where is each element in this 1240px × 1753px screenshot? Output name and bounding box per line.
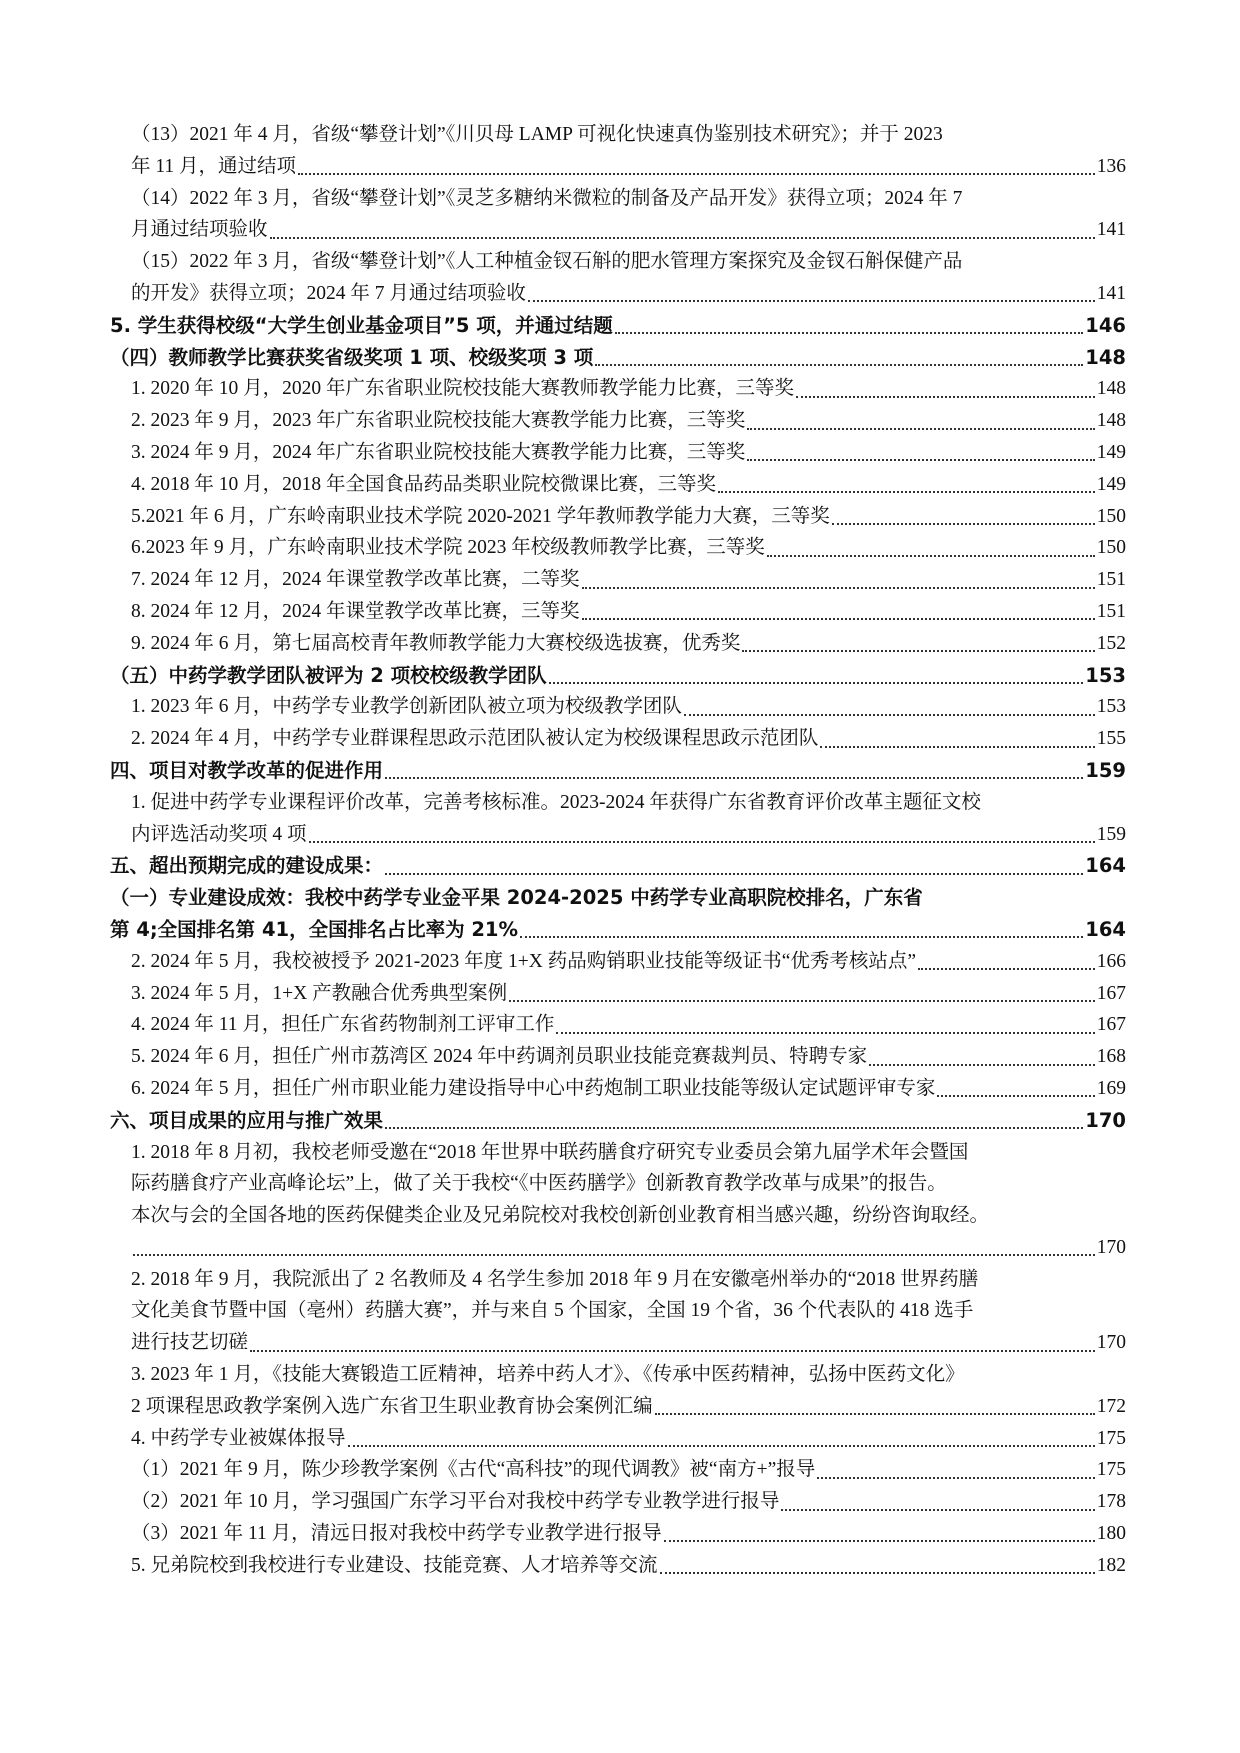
toc-entry-text: 3. 2023 年 1 月，《技能大赛锻造工匠精神，培养中药人才》、《传承中医药精神，弘扬中医药文化》 [131, 1364, 965, 1386]
toc-line [0, 1200, 1126, 1232]
toc-line [0, 691, 1126, 723]
toc-line [0, 596, 1126, 628]
toc-entry-text: 5. 学生获得校级“大学生创业基金项目”5 项，并通过结题 [110, 313, 613, 337]
toc-entry-text: 1. 2018 年 8 月初，我校老师受邀在“2018 年世界中联药膳食疗研究专业委员会第九届学术年会暨国 [131, 1141, 969, 1163]
dot-leader [767, 554, 1095, 557]
toc-line [0, 1486, 1126, 1518]
toc-heading[interactable] [0, 755, 1240, 787]
toc-entry-text: 四、项目对教学改革的促进作用 [110, 758, 384, 782]
toc-entry-text: 5.2021 年 6 月，广东岭南职业技术学院 2020-2021 学年教师教学能力大赛，三等奖 [131, 505, 830, 527]
toc-entry[interactable] [0, 437, 1240, 469]
toc-page-number: 141 [1096, 282, 1126, 304]
toc-line [0, 1232, 1126, 1264]
toc-page-number: 149 [1096, 441, 1126, 463]
dot-leader [270, 236, 1095, 239]
toc-entry-text: 7. 2024 年 12 月，2024 年课堂教学改革比赛，二等奖 [131, 569, 580, 591]
dot-leader [742, 649, 1094, 652]
dot-leader [817, 1476, 1095, 1479]
dot-leader [298, 172, 1095, 175]
toc-entry[interactable] [0, 1137, 1240, 1264]
toc-page-number: 159 [1085, 758, 1126, 782]
toc-heading[interactable] [0, 1105, 1240, 1137]
toc-heading[interactable] [0, 342, 1240, 374]
toc-line [0, 373, 1126, 405]
toc-page-number: 152 [1096, 632, 1126, 654]
toc-entry-text: 月通过结项验收 [131, 219, 268, 241]
toc-entry-text: 3. 2024 年 9 月，2024 年广东省职业院校技能大赛教学能力比赛，三等奖 [131, 441, 746, 463]
toc-line [0, 183, 1126, 215]
toc-line [0, 469, 1126, 501]
dot-leader [509, 999, 1095, 1002]
dot-leader [869, 1063, 1095, 1066]
toc-line [0, 1359, 1126, 1391]
table-of-contents [0, 119, 1240, 1582]
toc-entry-text: 2. 2024 年 5 月，我校被授予 2021-2023 年度 1+X 药品购销职业技能等级证书“优秀考核站点” [131, 950, 917, 972]
toc-page-number: 150 [1096, 505, 1126, 527]
dot-leader [832, 522, 1095, 525]
dot-leader [684, 713, 1095, 716]
toc-entry-text: （15）2022 年 3 月，省级“攀登计划”《人工种植金钗石斛的肥水管理方案探究及金钗石斛保健产品 [131, 251, 963, 273]
toc-entry[interactable] [0, 373, 1240, 405]
dot-leader [250, 1349, 1095, 1352]
toc-page-number: 149 [1096, 473, 1126, 495]
toc-entry[interactable] [0, 723, 1240, 755]
toc-page-number: 175 [1096, 1459, 1126, 1481]
toc-page-number: 170 [1085, 1108, 1126, 1132]
toc-entry-text: （一）专业建设成效：我校中药学专业金平果 2024-2025 中药学专业高职院校排名，广东省 [110, 886, 923, 910]
toc-entry-text: （四）教师教学比赛获奖省级奖项 1 项、校级奖项 3 项 [110, 345, 594, 369]
toc-page-number: 182 [1096, 1554, 1126, 1576]
toc-page-number: 170 [1096, 1236, 1126, 1258]
toc-entry-text: 6.2023 年 9 月，广东岭南职业技术学院 2023 年校级教师教学比赛，三等奖 [131, 537, 765, 559]
toc-entry[interactable] [0, 183, 1240, 247]
toc-entry-text: 4. 2024 年 11 月，担任广东省药物制剂工评审工作 [131, 1014, 555, 1036]
dot-leader [556, 1031, 1094, 1034]
dot-leader [937, 1094, 1094, 1097]
toc-entry[interactable] [0, 1423, 1240, 1455]
dot-leader [655, 1412, 1095, 1415]
toc-entry[interactable] [0, 628, 1240, 660]
dot-leader [309, 840, 1095, 843]
toc-line [0, 978, 1126, 1010]
toc-line [0, 723, 1126, 755]
toc-line [0, 310, 1126, 342]
toc-page-number: 151 [1096, 569, 1126, 591]
toc-entry-text: （2）2021 年 10 月，学习强国广东学习平台对我校中药学专业教学进行报导 [131, 1491, 780, 1513]
toc-line [0, 119, 1126, 151]
toc-entry-text: 本次与会的全国各地的医药保健类企业及兄弟院校对我校创新创业教育相当感兴趣，纷纷咨询取经。 [131, 1205, 990, 1227]
toc-entry-text: 的开发》获得立项；2024 年 7 月通过结项验收 [131, 282, 526, 304]
toc-entry-text: 五、超出预期完成的建设成果： [110, 854, 384, 878]
toc-entry-text: 际药膳食疗产业高峰论坛”上，做了关于我校“《中医药膳学》创新教育教学改革与成果”的报告。 [131, 1173, 947, 1195]
dot-leader [385, 872, 1083, 875]
dot-leader [747, 458, 1094, 461]
toc-line [0, 882, 1126, 914]
toc-line [0, 246, 1126, 278]
toc-entry[interactable] [0, 787, 1240, 851]
toc-page-number: 175 [1096, 1427, 1126, 1449]
toc-entry[interactable] [0, 405, 1240, 437]
toc-line [0, 1168, 1126, 1200]
toc-entry[interactable] [0, 1486, 1240, 1518]
toc-line [0, 151, 1126, 183]
dot-leader [615, 331, 1084, 334]
toc-page-number: 172 [1096, 1395, 1126, 1417]
toc-entry[interactable] [0, 469, 1240, 501]
toc-entry-text: 年 11 月，通过结项 [131, 155, 297, 177]
toc-line [0, 1391, 1126, 1423]
toc-entry-text: （1）2021 年 9 月，陈少珍教学案例《古代“高科技”的现代调教》被“南方+”报导 [131, 1459, 816, 1481]
toc-line [0, 1518, 1126, 1550]
toc-page-number: 178 [1096, 1491, 1126, 1513]
dot-leader [660, 1571, 1095, 1574]
toc-entry-text: 2. 2024 年 4 月，中药学专业群课程思政示范团队被认定为校级课程思政示范团队 [131, 728, 819, 750]
toc-entry-text: （五）中药学教学团队被评为 2 项校校级教学团队 [110, 663, 547, 687]
toc-entry[interactable] [0, 596, 1240, 628]
dot-leader [781, 1508, 1094, 1511]
toc-page-number: 155 [1096, 728, 1126, 750]
toc-line [0, 437, 1126, 469]
toc-entry-text: 9. 2024 年 6 月，第七届高校青年教师教学能力大赛校级选拔赛，优秀奖 [131, 632, 741, 654]
toc-entry-text: 内评选活动奖项 4 项 [131, 823, 307, 845]
toc-line [0, 1454, 1126, 1486]
toc-page-number: 166 [1096, 950, 1126, 972]
toc-entry-text: 4. 2018 年 10 月，2018 年全国食品药品类职业院校微课比赛，三等奖 [131, 473, 717, 495]
toc-entry-text: 5. 2024 年 6 月，担任广州市荔湾区 2024 年中药调剂员职业技能竞赛裁判员、特聘专家 [131, 1046, 868, 1068]
toc-entry[interactable] [0, 1550, 1240, 1582]
dot-leader [820, 745, 1094, 748]
dot-leader [796, 395, 1095, 398]
toc-page-number: 164 [1085, 854, 1126, 878]
toc-entry[interactable] [0, 1359, 1240, 1423]
toc-page-number: 170 [1096, 1332, 1126, 1354]
toc-entry[interactable] [0, 1009, 1240, 1041]
toc-line [0, 532, 1126, 564]
toc-page-number: 153 [1085, 663, 1126, 687]
toc-line [0, 628, 1126, 660]
toc-line [0, 1105, 1126, 1137]
dot-leader [385, 776, 1083, 779]
dot-leader [918, 967, 1095, 970]
toc-line [0, 946, 1126, 978]
toc-line [0, 501, 1126, 533]
toc-entry-text: 8. 2024 年 12 月，2024 年课堂教学改革比赛，三等奖 [131, 600, 580, 622]
toc-line [0, 1550, 1126, 1582]
toc-line [0, 564, 1126, 596]
toc-entry-text: 6. 2024 年 5 月，担任广州市职业能力建设指导中心中药炮制工职业技能等级认定试题评审专家 [131, 1077, 936, 1099]
dot-leader [664, 1539, 1095, 1542]
toc-line [0, 214, 1126, 246]
toc-entry-text: 2. 2023 年 9 月，2023 年广东省职业院校技能大赛教学能力比赛，三等奖 [131, 410, 746, 432]
toc-entry-text: 5. 兄弟院校到我校进行专业建设、技能竞赛、人才培养等交流 [131, 1554, 658, 1576]
toc-line [0, 1041, 1126, 1073]
toc-page-number: 146 [1085, 313, 1126, 337]
dot-leader [348, 1444, 1095, 1447]
toc-heading[interactable] [0, 660, 1240, 692]
toc-entry-text: 1. 2020 年 10 月，2020 年广东省职业院校技能大赛教师教学能力比赛，三等奖 [131, 378, 795, 400]
dot-leader [133, 1253, 1095, 1256]
toc-page-number: 180 [1096, 1523, 1126, 1545]
toc-entry-text: 进行技艺切磋 [131, 1332, 249, 1354]
toc-entry[interactable] [0, 1264, 1240, 1359]
toc-page-number: 148 [1085, 345, 1126, 369]
toc-entry[interactable] [0, 501, 1240, 533]
toc-line [0, 342, 1126, 374]
toc-page-number: 164 [1085, 917, 1126, 941]
toc-entry[interactable] [0, 691, 1240, 723]
toc-line [0, 787, 1126, 819]
toc-entry-text: 第 4;全国排名第 41，全国排名占比率为 21% [110, 917, 519, 941]
toc-entry[interactable] [0, 532, 1240, 564]
toc-page-number: 169 [1096, 1077, 1126, 1099]
dot-leader [582, 586, 1095, 589]
dot-leader [595, 363, 1083, 366]
toc-entry[interactable] [0, 978, 1240, 1010]
toc-line [0, 1264, 1126, 1296]
toc-line [0, 914, 1126, 946]
toc-line [0, 755, 1126, 787]
toc-entry-text: （14）2022 年 3 月，省级“攀登计划”《灵芝多糖纳米微粒的制备及产品开发》获得立项；2024 年 7 [131, 187, 963, 209]
toc-line [0, 819, 1126, 851]
toc-line [0, 405, 1126, 437]
toc-page-number: 148 [1096, 410, 1126, 432]
toc-page-number: 151 [1096, 600, 1126, 622]
toc-page-number: 159 [1096, 823, 1126, 845]
toc-entry[interactable] [0, 564, 1240, 596]
toc-entry-text: 3. 2024 年 5 月，1+X 产教融合优秀典型案例 [131, 982, 508, 1004]
toc-line [0, 1137, 1126, 1169]
toc-page-number: 153 [1096, 696, 1126, 718]
toc-line [0, 1009, 1126, 1041]
toc-entry[interactable] [0, 246, 1240, 310]
toc-page-number: 150 [1096, 537, 1126, 559]
toc-entry-text: （13）2021 年 4 月，省级“攀登计划”《川贝母 LAMP 可视化快速真伪鉴别技术研究》；并于 2023 [131, 124, 943, 145]
toc-entry-text: 文化美食节暨中国（亳州）药膳大赛”，并与来自 5 个国家，全国 19 个省，36 个代表队的 418 选手 [131, 1300, 974, 1322]
toc-page-number: 167 [1096, 982, 1126, 1004]
toc-entry-text: 六、项目成果的应用与推广效果 [110, 1108, 384, 1132]
toc-line [0, 278, 1126, 310]
toc-line [0, 1327, 1126, 1359]
toc-page-number: 141 [1096, 219, 1126, 241]
dot-leader [582, 617, 1095, 620]
dot-leader [385, 1126, 1083, 1129]
toc-heading[interactable] [0, 310, 1240, 342]
toc-entry-text: 4. 中药学专业被媒体报导 [131, 1427, 346, 1449]
toc-entry[interactable] [0, 1518, 1240, 1550]
toc-page-number: 168 [1096, 1046, 1126, 1068]
toc-line [0, 850, 1126, 882]
toc-entry-text: 1. 促进中药学专业课程评价改革，完善考核标准。2023-2024 年获得广东省教育评价改革主题征文校 [131, 791, 981, 813]
toc-line [0, 1423, 1126, 1455]
dot-leader [747, 427, 1094, 430]
dot-leader [718, 490, 1095, 493]
toc-entry[interactable] [0, 1041, 1240, 1073]
toc-entry-text: （3）2021 年 11 月，清远日报对我校中药学专业教学进行报导 [131, 1523, 662, 1545]
toc-entry-text: 2 项课程思政教学案例入选广东省卫生职业教育协会案例汇编 [131, 1395, 653, 1417]
toc-entry-text: 2. 2018 年 9 月，我院派出了 2 名教师及 4 名学生参加 2018 年 9 月在安徽亳州举办的“2018 世界药膳 [131, 1268, 979, 1290]
toc-page-number: 148 [1096, 378, 1126, 400]
toc-entry[interactable] [0, 119, 1240, 183]
toc-entry-text: 1. 2023 年 6 月，中药学专业教学创新团队被立项为校级教学团队 [131, 696, 682, 718]
toc-line [0, 1295, 1126, 1327]
toc-line [0, 660, 1126, 692]
toc-heading[interactable] [0, 882, 1240, 946]
toc-entry[interactable] [0, 1454, 1240, 1486]
toc-entry[interactable] [0, 1073, 1240, 1105]
dot-leader [528, 299, 1095, 302]
dot-leader [520, 935, 1083, 938]
toc-page-number: 167 [1096, 1014, 1126, 1036]
toc-page-number: 136 [1096, 155, 1126, 177]
toc-heading[interactable] [0, 850, 1240, 882]
toc-line [0, 1073, 1126, 1105]
toc-entry[interactable] [0, 946, 1240, 978]
dot-leader [549, 681, 1084, 684]
